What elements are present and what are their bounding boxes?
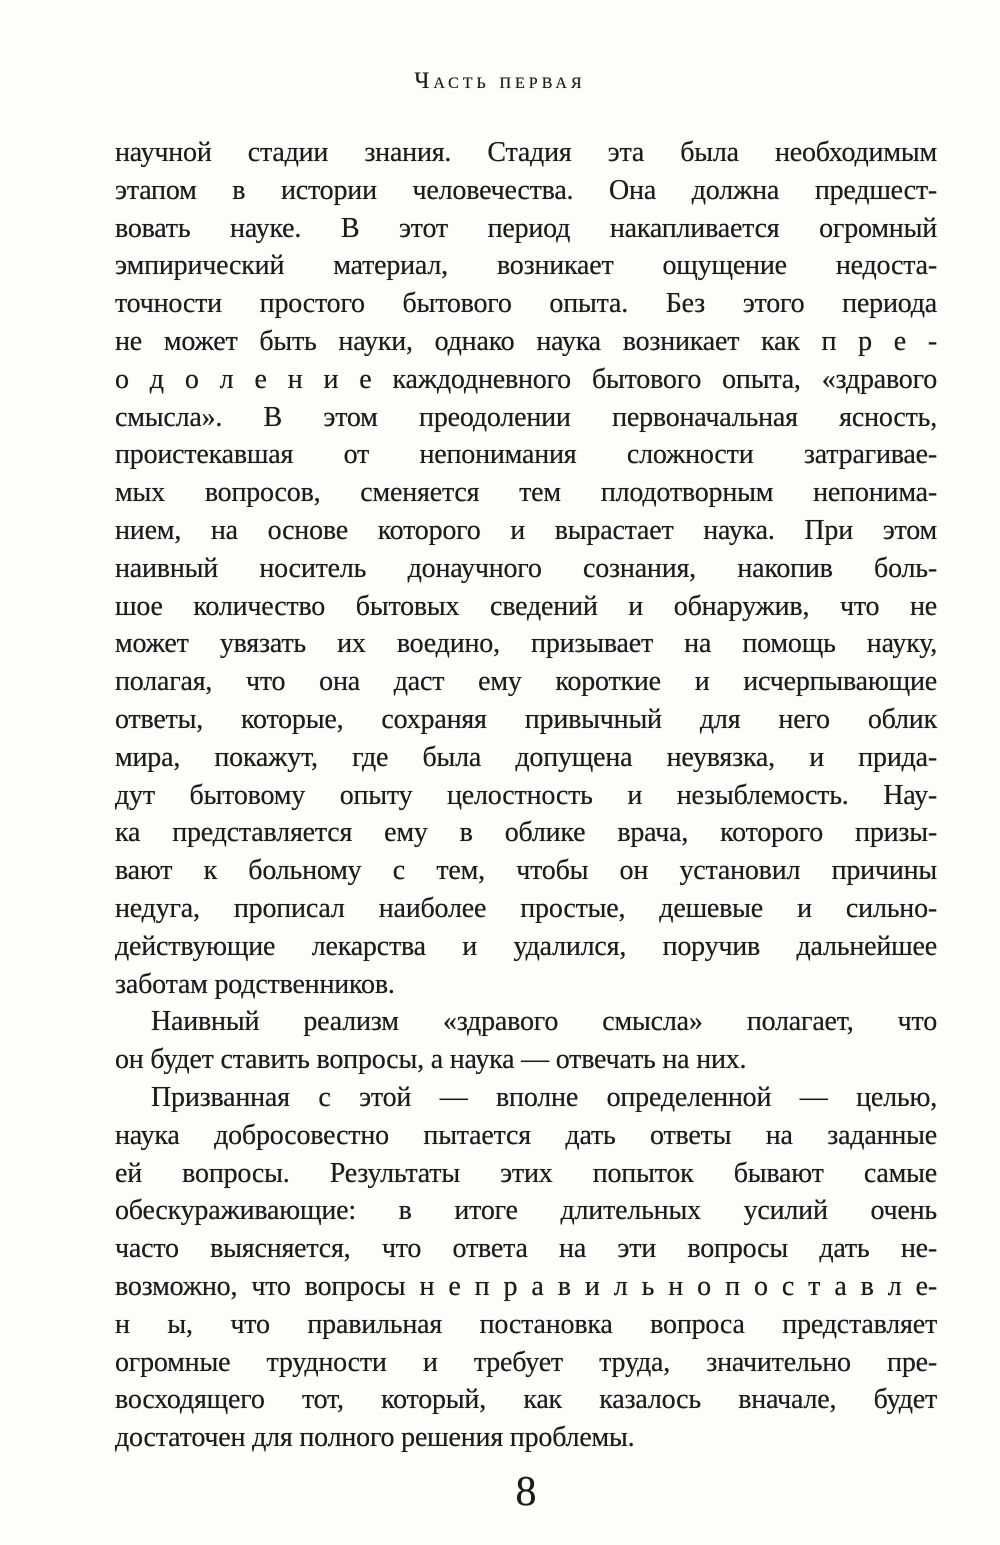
text-line: точности простого бытового опыта. Без этого периода <box>115 288 937 320</box>
text-line: обескураживающие: в итоге длительных усилий очень <box>115 1195 937 1227</box>
text-line: шое количество бытовых сведений и обнаружив, что не <box>115 590 937 622</box>
text-line: вают к больному с тем, чтобы он установил причины <box>115 855 937 887</box>
text-line: научной стадии знания. Стадия эта была необходимым <box>115 137 937 168</box>
text-line: нием, на основе которого и вырастает наука. При этом <box>115 514 937 546</box>
text-line: этапом в истории человечества. Она должна предшест- <box>115 174 937 206</box>
text-line: не может быть науки, однако наука возникает как п р е - <box>115 325 937 357</box>
page-text <box>115 134 937 1457</box>
text-line: Наивный реализм «здравого смысла» полагает, что <box>151 1006 937 1038</box>
text-line: полагая, что она даст ему короткие и исчерпывающие <box>115 666 937 698</box>
text-line: Призванная с этой — вполне определенной — целью, <box>151 1081 937 1113</box>
text-line: недуга, прописал наиболее простые, дешевые и сильно- <box>115 892 937 924</box>
text-line: возможно, что вопросы н е п р а в и л ь н о п о с т а в л е- <box>115 1270 937 1302</box>
text-line: действующие лекарства и удалился, поручив дальнейшее <box>115 930 937 962</box>
text-line: вовать науке. В этот период накапливается огромный <box>115 212 937 244</box>
text-line: восходящего тот, который, как казалось вначале, будет <box>115 1384 937 1416</box>
text-line: о д о л е н и е каждодневного бытового опыта, «здравого <box>115 363 937 395</box>
text-line: ответы, которые, сохраняя привычный для него облик <box>115 703 937 735</box>
text-line: проистекавшая от непонимания сложности затрагивае- <box>115 439 937 471</box>
text-line: дут бытовому опыту целостность и незыблемость. Нау- <box>115 779 937 811</box>
text-line: ка представляется ему в облике врача, которого призы- <box>115 817 937 849</box>
text-line: ей вопросы. Результаты этих попыток бывают самые <box>115 1157 937 1189</box>
text-line: достаточен для полного решения проблемы. <box>115 1422 635 1454</box>
text-line: мира, покажут, где была допущена неувязка, и прида- <box>115 741 937 773</box>
text-line: смысла». В этом преодолении первоначальная ясность, <box>115 401 937 433</box>
text-line: огромные трудности и требует труда, значительно пре- <box>115 1346 937 1378</box>
text-line: наука добросовестно пытается дать ответы на заданные <box>115 1119 937 1151</box>
text-line: заботам родственников. <box>115 968 395 1000</box>
text-line: может увязать их воедино, призывает на помощь науку, <box>115 628 937 660</box>
text-line: мых вопросов, сменяется тем плодотворным непонима- <box>115 477 937 509</box>
page-number: 8 <box>515 1469 537 1515</box>
text-line: н ы, что правильная постановка вопроса представляет <box>115 1308 937 1340</box>
text-line: эмпирический материал, возникает ощущение недоста- <box>115 250 937 282</box>
text-line: часто выясняется, что ответа на эти вопросы дать не- <box>115 1233 937 1265</box>
running-head: Часть первая <box>414 68 586 93</box>
text-line: наивный носитель донаучного сознания, накопив боль- <box>115 552 937 584</box>
text-line: он будет ставить вопросы, а наука — отвечать на них. <box>115 1044 747 1076</box>
